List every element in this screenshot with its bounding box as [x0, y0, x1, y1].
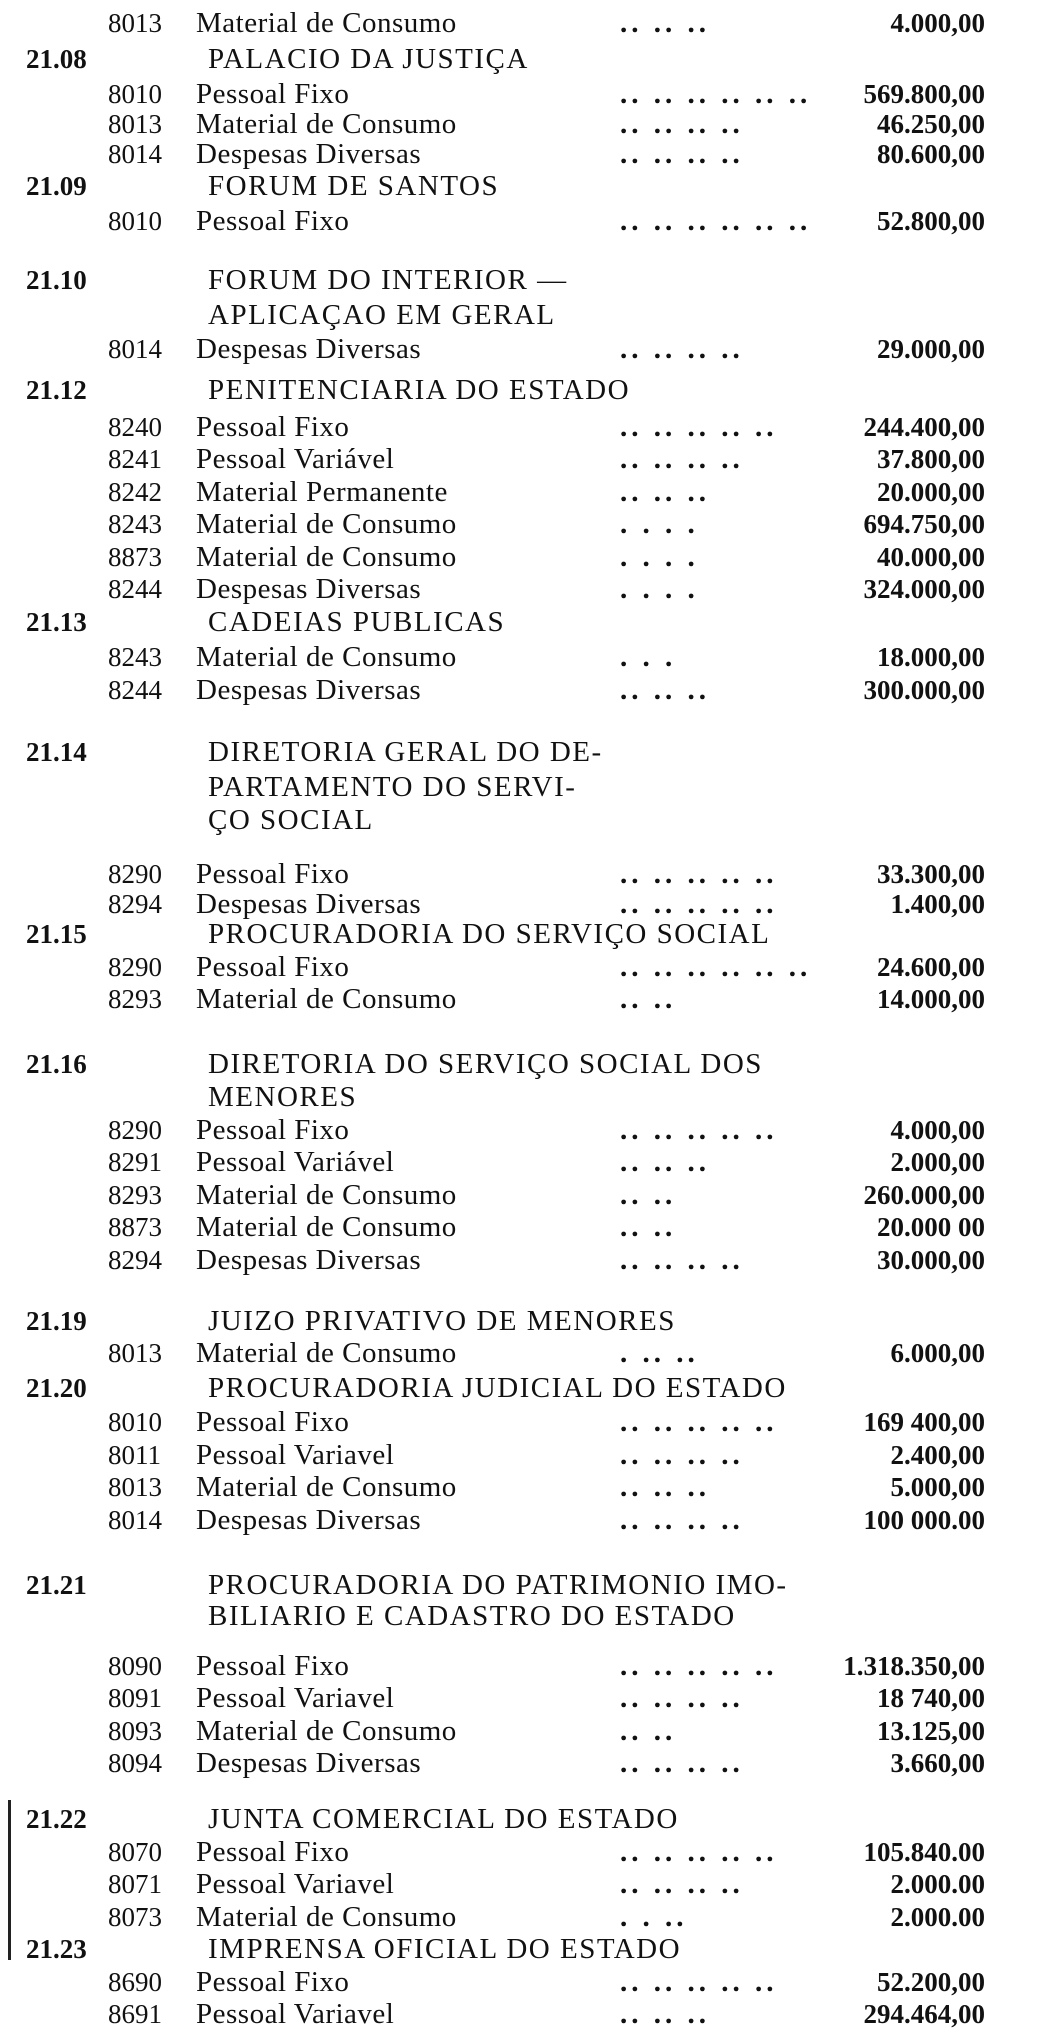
leader-dots: .. .. .. .. .. [620, 1406, 778, 1438]
item-description: Pessoal Fixo [196, 1650, 350, 1682]
section-title: PENITENCIARIA DO ESTADO [208, 374, 631, 406]
item-amount: 52.800,00 [877, 206, 985, 236]
section-title: PROCURADORIA DO PATRIMONIO IMO- [208, 1569, 788, 1601]
item-amount: 52.200,00 [877, 1967, 985, 1997]
line-item-row [0, 411, 1043, 443]
section-number: 21.13 [26, 607, 87, 637]
item-amount: 260.000,00 [863, 1180, 985, 1210]
section-heading-row [0, 1933, 1043, 1965]
item-description: Pessoal Variável [196, 443, 395, 475]
line-item-row [0, 7, 1043, 39]
item-code: 8014 [108, 139, 162, 169]
line-item-row [0, 674, 1043, 706]
leader-dots: .. .. .. .. .. .. [620, 951, 812, 983]
leader-dots: . . . [620, 641, 677, 673]
item-amount: 13.125,00 [877, 1716, 985, 1746]
line-item-row [0, 641, 1043, 673]
section-heading-row [0, 43, 1043, 75]
leader-dots: .. .. .. [620, 1998, 710, 2030]
leader-dots: .. .. .. .. .. [620, 411, 778, 443]
leader-dots: . . . . [620, 508, 699, 540]
line-item-row [0, 476, 1043, 508]
item-description: Material de Consumo [196, 1471, 457, 1503]
item-description: Pessoal Fixo [196, 1836, 350, 1868]
line-item-row [0, 951, 1043, 983]
item-description: Material de Consumo [196, 1211, 457, 1243]
item-code: 8090 [108, 1651, 162, 1681]
item-code: 8091 [108, 1683, 162, 1713]
section-title: FORUM DE SANTOS [208, 170, 500, 202]
item-code: 8013 [108, 109, 162, 139]
item-description: Despesas Diversas [196, 674, 422, 706]
line-item-row [0, 1966, 1043, 1998]
leader-dots: .. .. .. [620, 1146, 710, 1178]
section-title: PROCURADORIA JUDICIAL DO ESTADO [208, 1372, 787, 1404]
item-amount: 5.000,00 [890, 1472, 985, 1502]
item-code: 8013 [108, 1472, 162, 1502]
item-description: Pessoal Variável [196, 1146, 395, 1178]
leader-dots: .. .. .. .. [620, 333, 744, 365]
section-title: MENORES [208, 1081, 358, 1113]
line-item-row [0, 1211, 1043, 1243]
item-code: 8011 [108, 1440, 161, 1470]
item-amount: 46.250,00 [877, 109, 985, 139]
section-title: DIRETORIA DO SERVIÇO SOCIAL DOS [208, 1048, 763, 1080]
item-code: 8014 [108, 1505, 162, 1535]
leader-dots: . . .. [620, 1901, 688, 1933]
section-heading-row [0, 1600, 1043, 1632]
line-item-row [0, 888, 1043, 920]
item-amount: 20.000 00 [877, 1212, 985, 1242]
line-item-row [0, 1179, 1043, 1211]
item-amount: 37.800,00 [877, 444, 985, 474]
item-description: Material de Consumo [196, 108, 457, 140]
item-amount: 244.400,00 [863, 412, 985, 442]
leader-dots: .. .. .. .. [620, 1439, 744, 1471]
item-description: Pessoal Fixo [196, 1114, 350, 1146]
section-number: 21.22 [26, 1804, 87, 1834]
item-description: Material de Consumo [196, 7, 457, 39]
leader-dots: .. .. .. [620, 674, 710, 706]
line-item-row [0, 138, 1043, 170]
item-code: 8293 [108, 984, 162, 1014]
section-number: 21.15 [26, 919, 87, 949]
line-item-row [0, 1114, 1043, 1146]
leader-dots: .. .. .. .. [620, 1682, 744, 1714]
section-title: JUNTA COMERCIAL DO ESTADO [208, 1803, 679, 1835]
item-amount: 3.660,00 [890, 1748, 985, 1778]
section-number: 21.20 [26, 1373, 87, 1403]
line-item-row [0, 1715, 1043, 1747]
leader-dots: .. .. .. .. .. .. [620, 78, 812, 110]
line-item-row [0, 1439, 1043, 1471]
section-title: DIRETORIA GERAL DO DE- [208, 736, 603, 768]
item-description: Pessoal Fixo [196, 78, 350, 110]
line-item-row [0, 1146, 1043, 1178]
item-amount: 1.318.350,00 [843, 1651, 985, 1681]
leader-dots: .. .. .. .. [620, 1747, 744, 1779]
section-number: 21.09 [26, 171, 87, 201]
line-item-row [0, 1901, 1043, 1933]
item-amount: 40.000,00 [877, 542, 985, 572]
item-description: Pessoal Variavel [196, 1439, 395, 1471]
item-description: Material de Consumo [196, 541, 457, 573]
item-description: Material de Consumo [196, 1179, 457, 1211]
leader-dots: . . . . [620, 541, 699, 573]
item-amount: 169 400,00 [863, 1407, 985, 1437]
item-code: 8290 [108, 859, 162, 889]
item-code: 8013 [108, 1338, 162, 1368]
item-amount: 29.000,00 [877, 334, 985, 364]
section-title: FORUM DO INTERIOR — [208, 264, 568, 296]
section-heading-row [0, 1372, 1043, 1404]
line-item-row [0, 858, 1043, 890]
leader-dots: .. .. .. .. [620, 1504, 744, 1536]
item-code: 8244 [108, 574, 162, 604]
item-code: 8291 [108, 1147, 162, 1177]
leader-dots: .. .. [620, 1211, 677, 1243]
section-title: JUIZO PRIVATIVO DE MENORES [208, 1305, 676, 1337]
item-amount: 105.840.00 [863, 1837, 985, 1867]
section-title: PALACIO DA JUSTIÇA [208, 43, 529, 75]
line-item-row [0, 1836, 1043, 1868]
section-number: 21.14 [26, 737, 87, 767]
section-number: 21.12 [26, 375, 87, 405]
leader-dots: .. .. .. .. [620, 1244, 744, 1276]
line-item-row [0, 541, 1043, 573]
section-heading-row [0, 170, 1043, 202]
item-code: 8073 [108, 1902, 162, 1932]
item-description: Despesas Diversas [196, 138, 422, 170]
item-description: Despesas Diversas [196, 1504, 422, 1536]
item-code: 8294 [108, 1245, 162, 1275]
leader-dots: .. .. [620, 1715, 677, 1747]
item-amount: 30.000,00 [877, 1245, 985, 1275]
leader-dots: . .. .. [620, 1337, 699, 1369]
leader-dots: .. .. .. .. .. [620, 888, 778, 920]
leader-dots: .. .. .. .. .. [620, 1966, 778, 1998]
section-heading-row [0, 299, 1043, 331]
item-code: 8010 [108, 79, 162, 109]
item-code: 8293 [108, 1180, 162, 1210]
item-description: Despesas Diversas [196, 888, 422, 920]
leader-dots: .. .. .. .. .. [620, 1650, 778, 1682]
section-number: 21.21 [26, 1570, 87, 1600]
item-code: 8294 [108, 889, 162, 919]
item-amount: 2.000.00 [890, 1902, 985, 1932]
item-description: Material de Consumo [196, 1901, 457, 1933]
section-heading-row [0, 918, 1043, 950]
item-description: Pessoal Variavel [196, 1998, 395, 2030]
item-code: 8290 [108, 1115, 162, 1145]
item-amount: 2.000,00 [890, 1147, 985, 1177]
leader-dots: .. .. [620, 983, 677, 1015]
margin-rule [8, 1800, 11, 1960]
line-item-row [0, 1682, 1043, 1714]
item-description: Pessoal Fixo [196, 951, 350, 983]
line-item-row [0, 1406, 1043, 1438]
item-amount: 324.000,00 [863, 574, 985, 604]
line-item-row [0, 1650, 1043, 1682]
item-code: 8241 [108, 444, 162, 474]
item-amount: 20.000,00 [877, 477, 985, 507]
item-code: 8010 [108, 1407, 162, 1437]
item-code: 8244 [108, 675, 162, 705]
item-description: Despesas Diversas [196, 333, 422, 365]
item-code: 8242 [108, 477, 162, 507]
item-description: Despesas Diversas [196, 573, 422, 605]
item-code: 8010 [108, 206, 162, 236]
line-item-row [0, 1868, 1043, 1900]
leader-dots: .. .. .. .. [620, 138, 744, 170]
item-code: 8290 [108, 952, 162, 982]
item-code: 8243 [108, 642, 162, 672]
leader-dots: . . . . [620, 573, 699, 605]
leader-dots: .. .. .. .. [620, 1868, 744, 1900]
item-amount: 294.464,00 [863, 1999, 985, 2029]
section-title: BILIARIO E CADASTRO DO ESTADO [208, 1600, 736, 1632]
line-item-row [0, 205, 1043, 237]
section-title: CADEIAS PUBLICAS [208, 606, 506, 638]
item-description: Material Permanente [196, 476, 448, 508]
item-amount: 14.000,00 [877, 984, 985, 1014]
item-code: 8071 [108, 1869, 162, 1899]
line-item-row [0, 108, 1043, 140]
item-description: Pessoal Fixo [196, 1966, 350, 1998]
line-item-row [0, 78, 1043, 110]
item-amount: 100 000.00 [863, 1505, 985, 1535]
item-code: 8243 [108, 509, 162, 539]
item-code: 8873 [108, 1212, 162, 1242]
item-code: 8093 [108, 1716, 162, 1746]
section-heading-row [0, 1048, 1043, 1080]
line-item-row [0, 1747, 1043, 1779]
section-heading-row [0, 1081, 1043, 1113]
item-description: Material de Consumo [196, 1337, 457, 1369]
section-heading-row [0, 1305, 1043, 1337]
item-amount: 569.800,00 [863, 79, 985, 109]
leader-dots: .. .. .. .. .. .. [620, 205, 812, 237]
item-description: Material de Consumo [196, 1715, 457, 1747]
line-item-row [0, 508, 1043, 540]
line-item-row [0, 573, 1043, 605]
leader-dots: .. .. .. [620, 476, 710, 508]
line-item-row [0, 1471, 1043, 1503]
item-description: Pessoal Fixo [196, 205, 350, 237]
line-item-row [0, 1504, 1043, 1536]
section-heading-row [0, 804, 1043, 836]
section-heading-row [0, 606, 1043, 638]
item-amount: 1.400,00 [890, 889, 985, 919]
item-amount: 694.750,00 [863, 509, 985, 539]
line-item-row [0, 333, 1043, 365]
item-amount: 33.300,00 [877, 859, 985, 889]
section-heading-row [0, 771, 1043, 803]
section-number: 21.16 [26, 1049, 87, 1079]
item-description: Material de Consumo [196, 508, 457, 540]
item-description: Material de Consumo [196, 641, 457, 673]
item-amount: 6.000,00 [890, 1338, 985, 1368]
leader-dots: .. .. .. .. [620, 443, 744, 475]
leader-dots: .. .. [620, 1179, 677, 1211]
item-amount: 2.000.00 [890, 1869, 985, 1899]
item-code: 8014 [108, 334, 162, 364]
leader-dots: .. .. .. [620, 1471, 710, 1503]
item-code: 8094 [108, 1748, 162, 1778]
item-description: Despesas Diversas [196, 1244, 422, 1276]
item-description: Pessoal Variavel [196, 1682, 395, 1714]
item-amount: 18.000,00 [877, 642, 985, 672]
item-code: 8013 [108, 8, 162, 38]
leader-dots: .. .. .. .. .. [620, 1836, 778, 1868]
item-code: 8691 [108, 1999, 162, 2029]
section-title: APLICAÇAO EM GERAL [208, 299, 556, 331]
item-amount: 4.000,00 [890, 1115, 985, 1145]
section-title: ÇO SOCIAL [208, 804, 374, 836]
leader-dots: .. .. .. .. .. [620, 858, 778, 890]
section-title: PROCURADORIA DO SERVIÇO SOCIAL [208, 918, 771, 950]
section-heading-row [0, 1803, 1043, 1835]
item-description: Pessoal Fixo [196, 1406, 350, 1438]
section-heading-row [0, 264, 1043, 296]
item-code: 8240 [108, 412, 162, 442]
item-description: Pessoal Fixo [196, 411, 350, 443]
section-title: PARTAMENTO DO SERVI- [208, 771, 577, 803]
item-amount: 18 740,00 [877, 1683, 985, 1713]
section-number: 21.08 [26, 44, 87, 74]
leader-dots: .. .. .. .. [620, 108, 744, 140]
section-title: IMPRENSA OFICIAL DO ESTADO [208, 1933, 682, 1965]
item-code: 8873 [108, 542, 162, 572]
line-item-row [0, 1337, 1043, 1369]
section-number: 21.10 [26, 265, 87, 295]
item-description: Material de Consumo [196, 983, 457, 1015]
item-code: 8690 [108, 1967, 162, 1997]
line-item-row [0, 1998, 1043, 2030]
leader-dots: .. .. .. [620, 7, 710, 39]
line-item-row [0, 443, 1043, 475]
section-number: 21.23 [26, 1934, 87, 1964]
item-description: Pessoal Fixo [196, 858, 350, 890]
item-code: 8070 [108, 1837, 162, 1867]
line-item-row [0, 1244, 1043, 1276]
line-item-row [0, 983, 1043, 1015]
section-heading-row [0, 374, 1043, 406]
item-amount: 2.400,00 [890, 1440, 985, 1470]
section-number: 21.19 [26, 1306, 87, 1336]
item-description: Pessoal Variavel [196, 1868, 395, 1900]
item-amount: 300.000,00 [863, 675, 985, 705]
item-amount: 24.600,00 [877, 952, 985, 982]
item-description: Despesas Diversas [196, 1747, 422, 1779]
section-heading-row [0, 736, 1043, 768]
item-amount: 4.000,00 [890, 8, 985, 38]
leader-dots: .. .. .. .. .. [620, 1114, 778, 1146]
item-amount: 80.600,00 [877, 139, 985, 169]
section-heading-row [0, 1569, 1043, 1601]
